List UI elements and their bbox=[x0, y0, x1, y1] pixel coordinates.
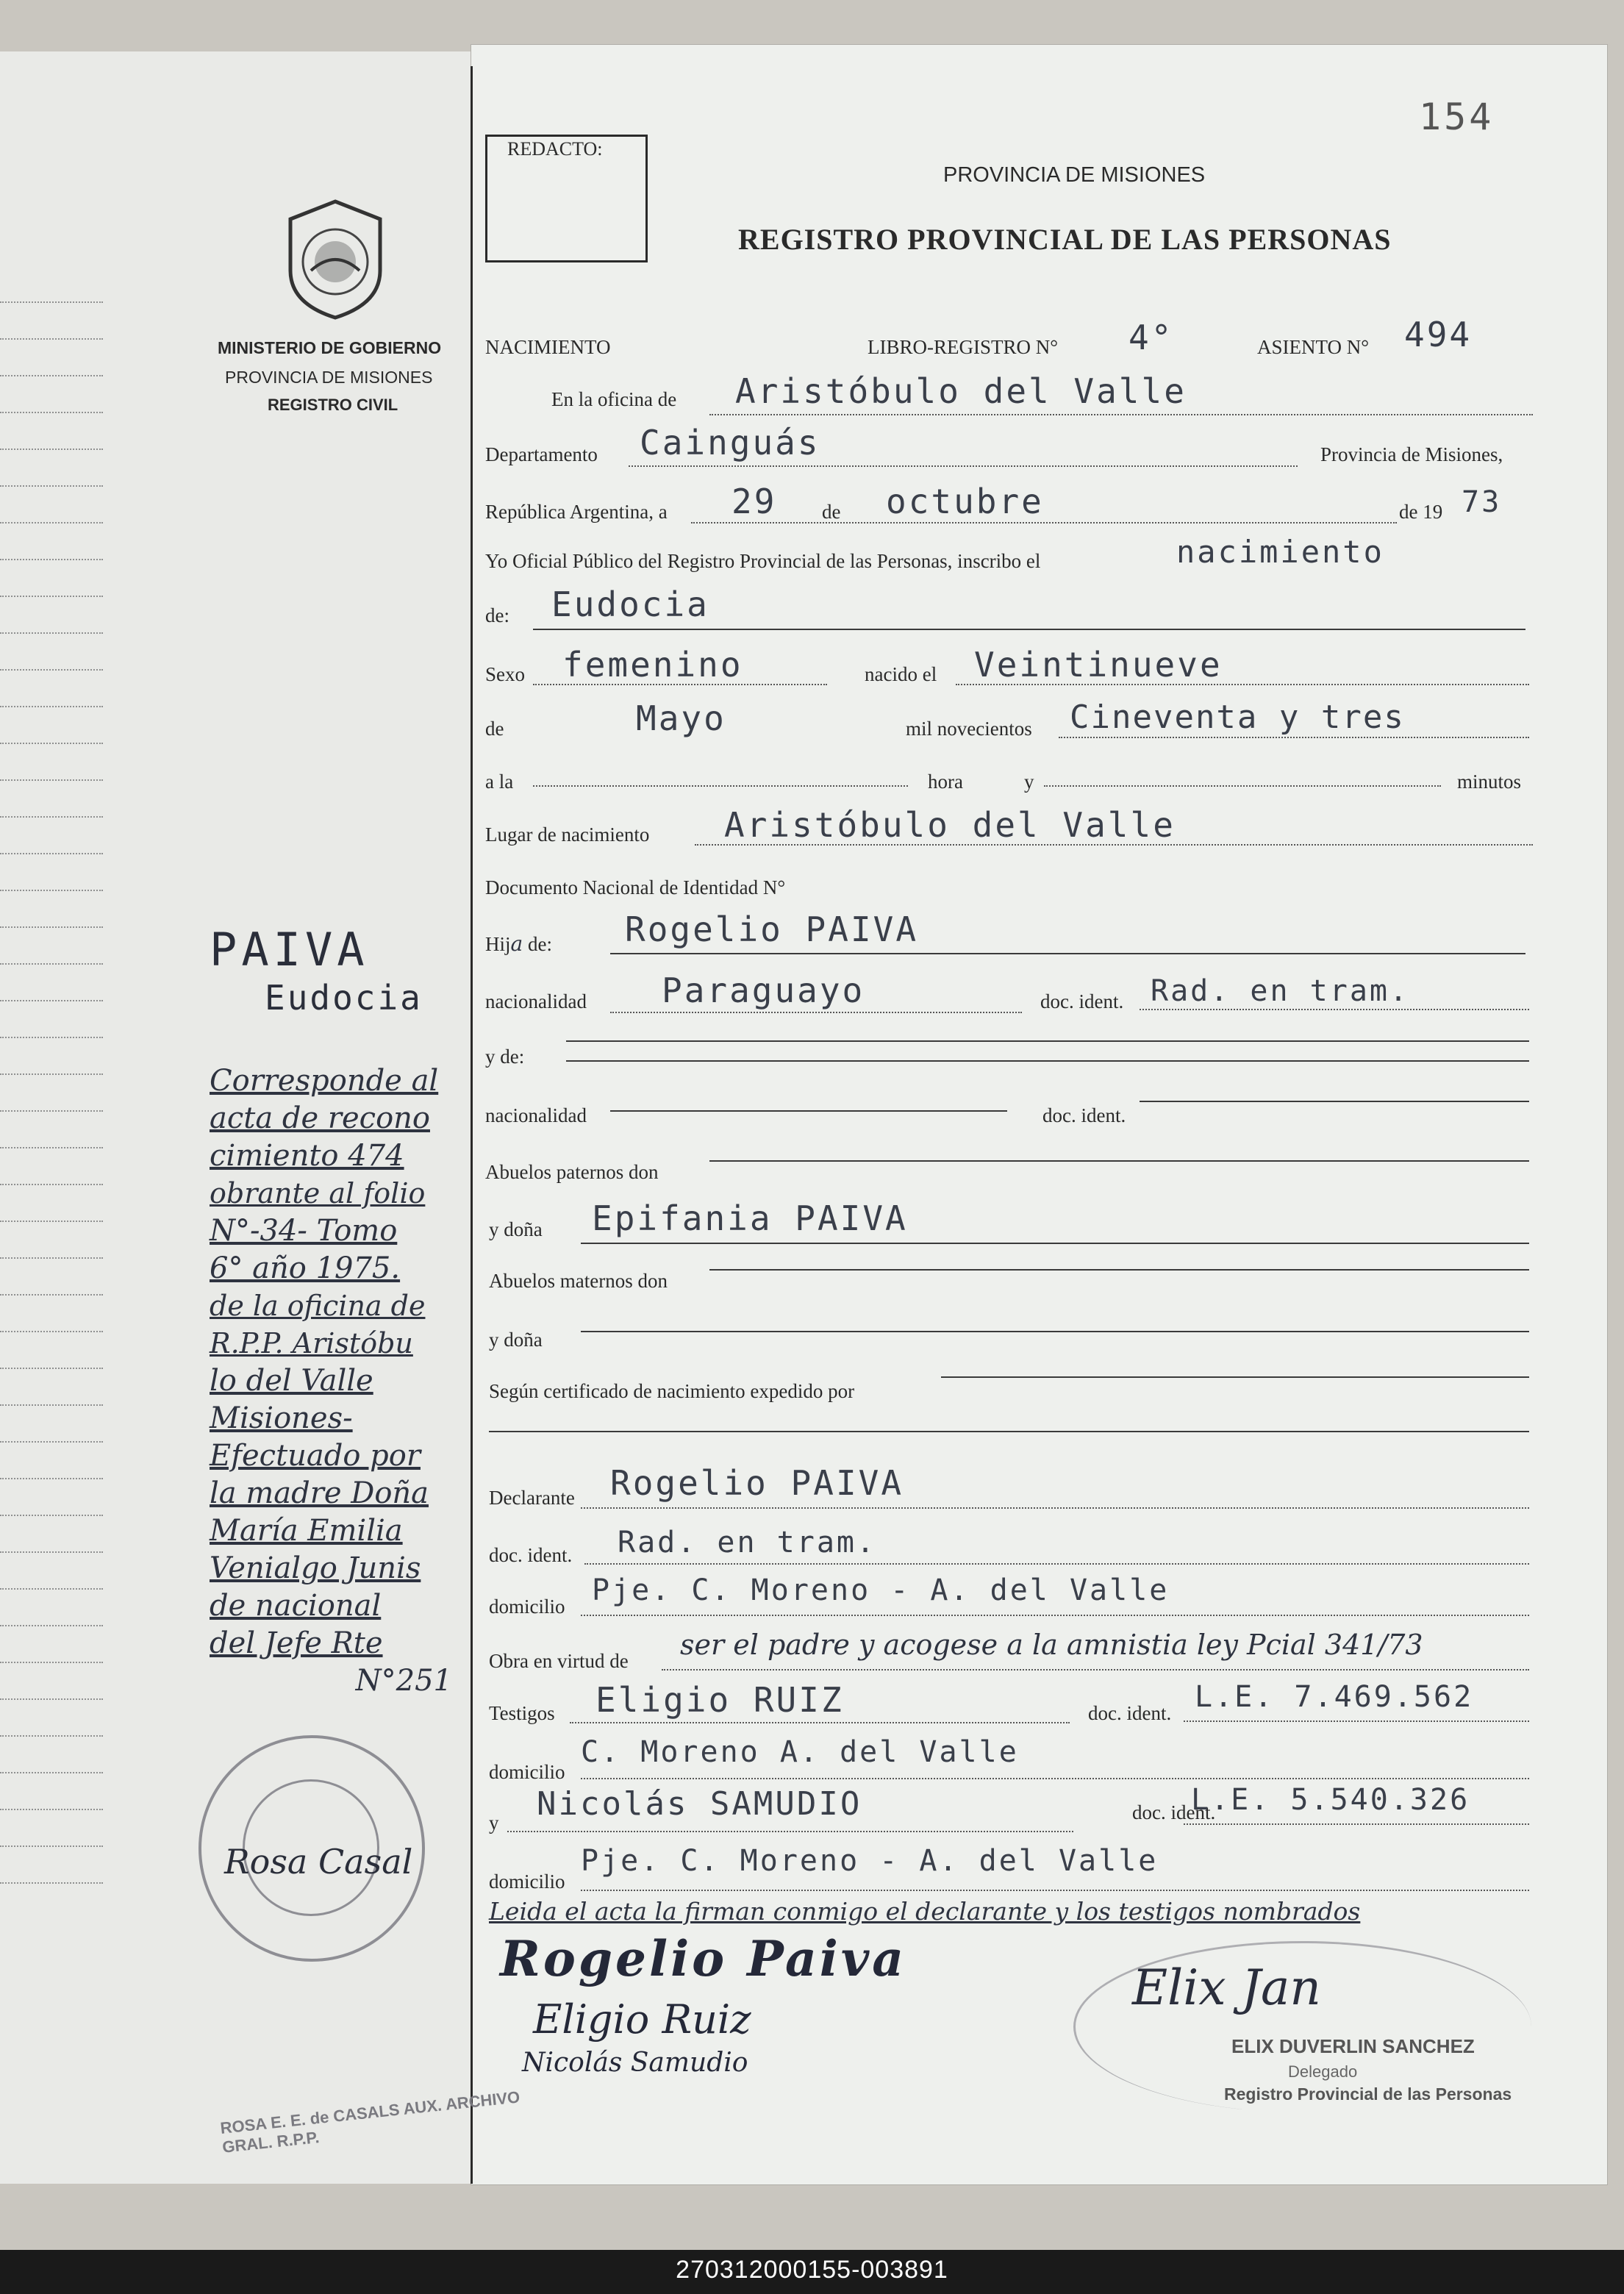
signature-official: Elix Jan bbox=[1132, 1959, 1321, 2016]
nacionalidad-label: nacionalidad bbox=[485, 990, 587, 1012]
mil-label: mil novecientos bbox=[906, 718, 1032, 740]
obra-label: Obra en virtud de bbox=[489, 1650, 629, 1672]
doc-ident2-label: doc. ident. bbox=[1042, 1104, 1126, 1126]
month-value: octubre bbox=[886, 482, 1044, 521]
official-name: ELIX DUVERLIN SANCHEZ bbox=[1231, 2035, 1475, 2057]
signature-testigo1: Eligio Ruiz bbox=[533, 1996, 751, 2043]
closing-value: Leida el acta la firman conmigo el declarante y los testigos nombrados bbox=[489, 1897, 1361, 1926]
day-value: 29 bbox=[731, 482, 777, 521]
nacimiento-label: NACIMIENTO bbox=[485, 336, 611, 358]
declarante-value: Rogelio PAIVA bbox=[610, 1463, 904, 1503]
misiones-seal-icon bbox=[282, 197, 389, 322]
nacido-value: Veintinueve bbox=[974, 645, 1223, 685]
lugar-value: Aristóbulo del Valle bbox=[724, 805, 1176, 845]
signature-testigo2: Nicolás Samudio bbox=[522, 2048, 748, 2078]
hijo-label: Hija de: bbox=[485, 932, 552, 956]
testigo1-dom-value: C. Moreno A. del Valle bbox=[581, 1735, 1019, 1769]
segun-label: Según certificado de nacimiento expedido por bbox=[489, 1380, 855, 1402]
testigo1-doc-value: L.E. 7.469.562 bbox=[1195, 1680, 1474, 1714]
oficial-value: nacimiento bbox=[1176, 534, 1384, 570]
testigo1-doc-label: doc. ident. bbox=[1088, 1702, 1172, 1724]
de-month-label: de bbox=[485, 718, 504, 740]
testigos-label: Testigos bbox=[489, 1702, 555, 1724]
domicilio-label: domicilio bbox=[489, 1596, 565, 1618]
obra-value: ser el padre y acogese a la amnistia ley Pcial 341/73 bbox=[680, 1629, 1423, 1661]
doc-ident-label: doc. ident. bbox=[1040, 990, 1124, 1012]
ministry-label: MINISTERIO DE GOBIERNO bbox=[218, 338, 442, 357]
hijo-suffix: a bbox=[510, 932, 523, 956]
libro-label: LIBRO-REGISTRO N° bbox=[868, 336, 1059, 358]
libro-value: 4° bbox=[1128, 318, 1174, 357]
province-label-left: PROVINCIA DE MISIONES bbox=[225, 368, 433, 387]
domicilio3-label: domicilio bbox=[489, 1870, 565, 1893]
official-role: Delegado bbox=[1288, 2062, 1358, 2081]
y-dona-label: y doña bbox=[489, 1218, 543, 1240]
abuelos-pat-label: Abuelos paternos don bbox=[485, 1161, 659, 1183]
a-la-label: a la bbox=[485, 771, 514, 793]
catalog-id: 270312000155-003891 bbox=[676, 2256, 948, 2284]
de-name-label: de: bbox=[485, 604, 509, 626]
declarante-label: Declarante bbox=[489, 1487, 575, 1509]
father-value: Rogelio PAIVA bbox=[625, 910, 919, 949]
margin-signature: Rosa Casal bbox=[224, 1842, 413, 1882]
father-nat-value: Paraguayo bbox=[662, 971, 865, 1010]
domicilio2-label: domicilio bbox=[489, 1761, 565, 1783]
abuela-pat-value: Epifania PAIVA bbox=[592, 1198, 908, 1238]
asiento-value: 494 bbox=[1404, 315, 1473, 354]
archive-stamp: ROSA E. E. de CASALS AUX. ARCHIVO GRAL. R.P.P. bbox=[219, 2087, 521, 2157]
testigo1-value: Eligio RUIZ bbox=[595, 1680, 844, 1720]
asiento-label: ASIENTO N° bbox=[1257, 336, 1370, 358]
margin-surname: PAIVA bbox=[210, 923, 369, 976]
province-heading: PROVINCIA DE MISIONES bbox=[943, 163, 1206, 187]
abuelos-mat-label: Abuelos maternos don bbox=[489, 1270, 668, 1292]
civil-registry-label: REGISTRO CIVIL bbox=[268, 396, 398, 414]
de-label: de bbox=[822, 501, 841, 523]
departamento-label: Departamento bbox=[485, 443, 598, 465]
official-office: Registro Provincial de las Personas bbox=[1224, 2084, 1512, 2104]
registry-heading: REGISTRO PROVINCIAL DE LAS PERSONAS bbox=[738, 223, 1392, 256]
y-label: y bbox=[1024, 771, 1034, 793]
birth-year-value: Cineventa y tres bbox=[1070, 698, 1405, 736]
year-value: 73 bbox=[1462, 485, 1502, 519]
republica-label: República Argentina, a bbox=[485, 501, 668, 523]
y-de-label: y de: bbox=[485, 1046, 525, 1068]
signature-declarante: Rogelio Paiva bbox=[500, 1930, 906, 1987]
nacido-label: nacido el bbox=[865, 663, 937, 685]
page-number: 154 bbox=[1419, 96, 1495, 138]
oficial-label: Yo Oficial Público del Registro Provincial de las Personas, inscribo el bbox=[485, 550, 1041, 572]
left-margin-rules bbox=[0, 0, 110, 2206]
name-value: Eudocia bbox=[551, 585, 709, 624]
minutos-label: minutos bbox=[1457, 771, 1522, 793]
testigo2-doc-value: L.E. 5.540.326 bbox=[1191, 1783, 1470, 1817]
y2-label: y bbox=[489, 1812, 499, 1834]
testigo2-dom-value: Pje. C. Moreno - A. del Valle bbox=[581, 1844, 1159, 1878]
y-dona2-label: y doña bbox=[489, 1329, 543, 1351]
testigo2-value: Nicolás SAMUDIO bbox=[537, 1785, 862, 1823]
sexo-label: Sexo bbox=[485, 663, 525, 685]
dni-label: Documento Nacional de Identidad N° bbox=[485, 876, 786, 898]
margin-annotation: Corresponde al acta de recono cimiento 474 obrante al folio N°-34- Tomo 6° año 1975. de la oficina de R.P.P. Aristóbu lo del Valle Misiones- Efectuado por la madre Doña María Emilia Venialgo Junis de nacional del Jefe Rte N°251 bbox=[210, 1064, 452, 1698]
departamento-value: Cainguás bbox=[640, 423, 820, 462]
oficina-label: En la oficina de bbox=[551, 388, 677, 410]
father-doc-value: Rad. en tram. bbox=[1151, 974, 1410, 1008]
lugar-label: Lugar de nacimiento bbox=[485, 823, 650, 846]
hora-label: hora bbox=[928, 771, 963, 793]
provincia-label: Provincia de Misiones, bbox=[1320, 443, 1503, 465]
oficina-value: Aristóbulo del Valle bbox=[735, 371, 1187, 411]
margin-given-name: Eudocia bbox=[265, 978, 423, 1018]
testigo2-doc-label: doc. ident. bbox=[1132, 1801, 1216, 1823]
nacionalidad2-label: nacionalidad bbox=[485, 1104, 587, 1126]
redacto-label: REDACTO: bbox=[507, 138, 603, 160]
decl-doc-value: Rad. en tram. bbox=[618, 1526, 877, 1559]
de-year-label: de 19 bbox=[1399, 501, 1443, 523]
decl-doc-label: doc. ident. bbox=[489, 1544, 573, 1566]
birth-month-value: Mayo bbox=[636, 698, 726, 738]
sexo-value: femenino bbox=[562, 645, 743, 685]
decl-dom-value: Pje. C. Moreno - A. del Valle bbox=[592, 1573, 1170, 1607]
